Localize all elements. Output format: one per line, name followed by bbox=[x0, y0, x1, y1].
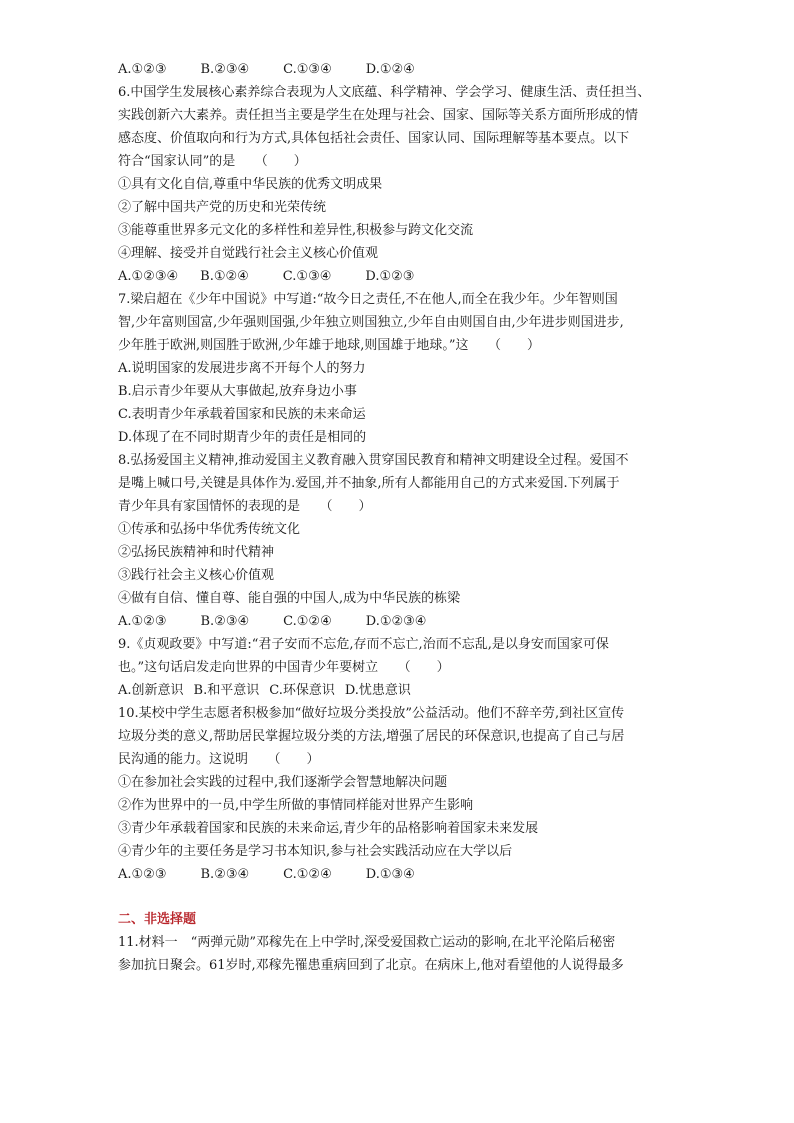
question-6 bbox=[118, 81, 683, 288]
q5-option-c: C.①③④ bbox=[283, 62, 332, 77]
q7-stem-line-1: 7.梁启超在《少年中国说》中写道:“故今日之责任,不在他人,而全在我少年。少年智则国 bbox=[118, 292, 618, 307]
question-8 bbox=[118, 449, 683, 633]
q6-item-3: ③能尊重世界多元文化的多样性和差异性,积极参与跨文化交流 bbox=[118, 223, 474, 238]
q8-option-d: D.①②③④ bbox=[365, 614, 427, 629]
question-7 bbox=[118, 288, 683, 449]
q6-option-a: A.①②③④ bbox=[118, 269, 179, 284]
q10-item-4: ④青少年的主要任务是学习书本知识,参与社会实践活动应在大学以后 bbox=[118, 844, 513, 859]
q10-stem-line-2: 垃圾分类的意义,帮助居民掌握垃圾分类的方法,增强了居民的环保意识,也提高了自己与居 bbox=[118, 729, 625, 744]
q10-item-1: ①在参加社会实践的过程中,我们逐渐学会智慧地解决问题 bbox=[118, 775, 448, 790]
q10-item-3: ③青少年承载着国家和民族的未来命运,青少年的品格影响着国家未来发展 bbox=[118, 821, 539, 836]
q6-options bbox=[118, 265, 683, 288]
q9-options bbox=[118, 679, 683, 702]
q8-options bbox=[118, 610, 683, 633]
q8-option-b: B.②③④ bbox=[200, 614, 250, 629]
q5-option-d: D.①②④ bbox=[365, 62, 415, 77]
q8-option-a: A.①②③ bbox=[118, 614, 167, 629]
q6-option-c: C.①③④ bbox=[282, 269, 332, 284]
q5-option-a: A.①②③ bbox=[118, 62, 167, 77]
q5-options bbox=[118, 58, 683, 81]
q6-item-4: ④理解、接受并自觉践行社会主义核心价值观 bbox=[118, 246, 379, 261]
q6-option-b: B.①②④ bbox=[200, 269, 249, 284]
q10-item-2: ②作为世界中的一员,中学生所做的事情同样能对世界产生影响 bbox=[118, 798, 474, 813]
q7-option-d: D.体现了在不同时期青少年的责任是相同的 bbox=[118, 430, 367, 445]
question-11 bbox=[118, 931, 683, 977]
q7-option-a: A.说明国家的发展进步离不开每个人的努力 bbox=[118, 361, 366, 376]
q10-option-c: C.①②④ bbox=[283, 867, 332, 882]
section-2-title: 二、非选择题 bbox=[118, 912, 197, 927]
question-9 bbox=[118, 633, 683, 702]
q11-stem-line-1: 11.材料一 “两弹元勋”邓稼先在上中学时,深受爱国救亡运动的影响,在北平沦陷后秘密 bbox=[118, 935, 616, 950]
q8-option-c: C.①②④ bbox=[283, 614, 332, 629]
q10-stem-line-1: 10.某校中学生志愿者积极参加“做好垃圾分类投放”公益活动。他们不辞辛劳,到社区宣传 bbox=[118, 706, 625, 721]
q7-option-b: B.启示青少年要从大事做起,放弃身边小事 bbox=[118, 384, 357, 399]
q6-item-1: ①具有文化自信,尊重中华民族的优秀文明成果 bbox=[118, 177, 383, 192]
q8-stem-line-2: 是嘴上喊口号,关键是具体作为.爱国,并不抽象,所有人都能用自己的方式来爱国.下列属于 bbox=[118, 476, 620, 491]
q9-option-c: C.环保意识 bbox=[269, 683, 335, 698]
q7-stem-line-2: 智,少年富则国富,少年强则国强,少年独立则国独立,少年自由则国自由,少年进步则国进步, bbox=[118, 315, 624, 330]
q5-option-b: B.②③④ bbox=[200, 62, 250, 77]
q10-option-d: D.①③④ bbox=[365, 867, 415, 882]
q8-item-1: ①传承和弘扬中华优秀传统文化 bbox=[118, 522, 301, 537]
q6-stem-line-4: 符合“国家认同”的是 （ ） bbox=[118, 154, 307, 169]
q7-stem-line-3: 少年胜于欧洲,则国胜于欧洲,少年雄于地球,则国雄于地球。”这 （ ） bbox=[118, 338, 541, 353]
q10-option-b: B.②③④ bbox=[200, 867, 250, 882]
q9-stem-line-1: 9.《贞观政要》中写道:“君子安而不忘危,存而不忘亡,治而不忘乱,是以身安而国家可保 bbox=[118, 637, 609, 652]
q6-stem-line-1: 6.中国学生发展核心素养综合表现为人文底蕴、科学精神、学会学习、健康生活、责任担当、 bbox=[118, 85, 651, 100]
q6-stem-line-2: 实践创新六大素养。责任担当主要是学生在处理与社会、国家、国际等关系方面所形成的情 bbox=[118, 108, 639, 123]
question-10 bbox=[118, 702, 683, 886]
q9-option-b: B.和平意识 bbox=[193, 683, 260, 698]
q9-stem-line-2: 也。”这句话启发走向世界的中国青少年要树立 （ ） bbox=[118, 660, 450, 675]
exam-page bbox=[118, 58, 683, 977]
q10-option-a: A.①②③ bbox=[118, 867, 167, 882]
q8-stem-line-3: 青少年具有家国情怀的表现的是 （ ） bbox=[118, 499, 372, 514]
q8-stem-line-1: 8.弘扬爱国主义精神,推动爱国主义教育融入贯穿国民教育和精神文明建设全过程。爱国不 bbox=[118, 453, 629, 468]
q8-item-2: ②弘扬民族精神和时代精神 bbox=[118, 545, 275, 560]
q11-stem-line-2: 参加抗日聚会。61岁时,邓稼先罹患重病回到了北京。在病床上,他对看望他的人说得最多 bbox=[118, 958, 624, 973]
q8-item-3: ③践行社会主义核心价值观 bbox=[118, 568, 275, 583]
q6-item-2: ②了解中国共产党的历史和光荣传统 bbox=[118, 200, 327, 215]
q7-option-c: C.表明青少年承载着国家和民族的未来命运 bbox=[118, 407, 366, 422]
q10-options bbox=[118, 863, 683, 886]
q8-item-4: ④做有自信、懂自尊、能自强的中国人,成为中华民族的栋梁 bbox=[118, 591, 461, 606]
q6-option-d: D.①②③ bbox=[365, 269, 415, 284]
q6-stem-line-3: 感态度、价值取向和行为方式,具体包括社会责任、国家认同、国际理解等基本要点。以下 bbox=[118, 131, 630, 146]
q10-stem-line-3: 民沟通的能力。这说明 （ ） bbox=[118, 752, 320, 767]
q9-option-d: D.忧患意识 bbox=[344, 683, 411, 698]
q9-option-a: A.创新意识 bbox=[118, 683, 184, 698]
